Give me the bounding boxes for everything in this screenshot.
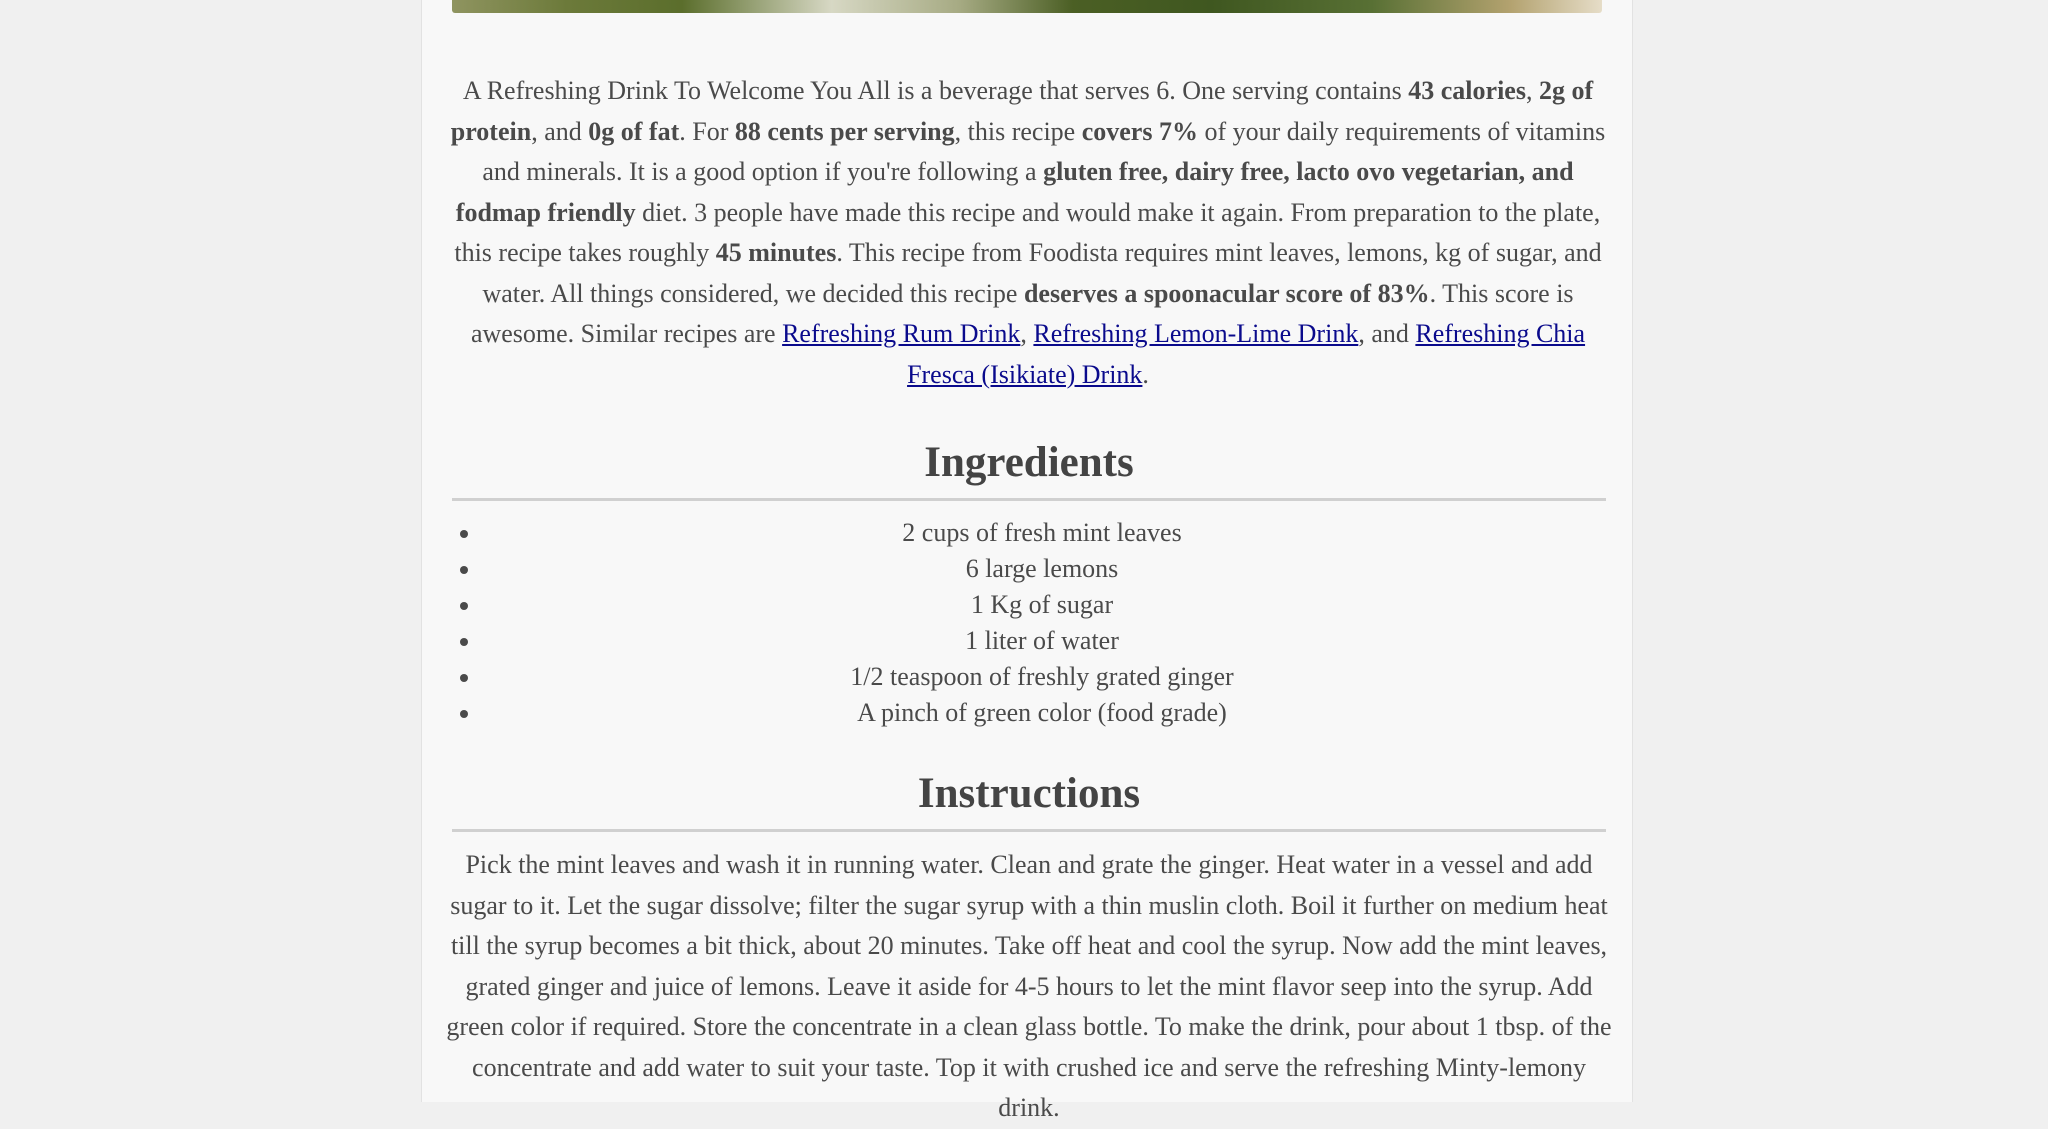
summary-time: 45 minutes [715, 238, 837, 267]
summary-text: , [1020, 319, 1034, 348]
summary-text: . For [679, 116, 735, 146]
similar-recipe-link-chia-fresca[interactable]: Refreshing Chia Fresca (Isikiate) Drink [907, 319, 1586, 389]
summary-cost: 88 cents per serving [734, 116, 955, 146]
ingredient-item: • 2 cups of fresh mint leaves [482, 515, 1602, 551]
ingredients-list [482, 515, 1602, 731]
summary-daily-coverage: covers 7% [1081, 116, 1198, 146]
similar-recipe-link-lemon-lime[interactable]: Refreshing Lemon-Lime Drink [1033, 319, 1359, 348]
summary-text: , this recipe [954, 116, 1082, 146]
summary-text: . [1142, 359, 1149, 389]
ingredient-item: • 1 liter of water [482, 623, 1602, 659]
summary-text: diet. 3 people have made this recipe and would make it again. From preparation to the plate, this recipe takes roughly [454, 197, 1601, 267]
ingredient-item: • A pinch of green color (food grade) [482, 695, 1602, 731]
summary-fat: 0g of fat [588, 116, 680, 146]
summary-protein: 2g of protein [450, 76, 1594, 146]
summary-text: . This recipe from Foodista requires mint leaves, lemons, kg of sugar, and water. All things considered, we decided this recipe [482, 238, 1602, 308]
summary-text: , [1525, 76, 1539, 105]
summary-diets: gluten free, dairy free, lacto ovo vegetarian, and fodmap friendly [455, 157, 1574, 227]
summary-calories: 43 calories [1408, 76, 1526, 105]
instructions-text: Pick the mint leaves and wash it in running water. Clean and grate the ginger. Heat water in a vessel and add sugar to it. Let the sugar dissolve; filter the sugar syrup with a thin muslin cloth. Boil it further on medium heat till the syrup becomes a bit thick, about 20 minutes. Take off heat and cool the syrup. Now add the mint leaves, grated ginger and juice of lemons. Leave it aside for 4-5 hours to let the mint flavor seep into the syrup. Add green color if required. Store the concentrate in a clean glass bottle. To make the drink, pour about 1 tbsp. of the concentrate and add water to suit your taste. Top it with crushed ice and serve the refreshing Minty-lemony drink. [446, 850, 1612, 1122]
summary-text: , and [531, 116, 589, 146]
similar-recipe-link-rum[interactable]: Refreshing Rum Drink [782, 319, 1021, 348]
ingredient-item: • 1 Kg of sugar [482, 587, 1602, 623]
summary-text: A Refreshing Drink To Welcome You All is a beverage that serves 6. One serving contains [462, 76, 1409, 105]
recipe-page [421, 0, 1633, 1122]
ingredients-heading: Ingredients [452, 438, 1606, 501]
ingredient-item: • 1/2 teaspoon of freshly grated ginger [482, 659, 1602, 695]
summary-text: . This score is awesome. Similar recipes are [470, 278, 1574, 348]
summary-text: of your daily requirements of vitamins and minerals. It is a good option if you're following a [482, 116, 1606, 186]
summary-score: deserves a spoonacular score of 83% [1023, 278, 1430, 308]
summary-text: , and [1358, 319, 1416, 348]
recipe-summary [448, 71, 1608, 395]
ingredient-item: • 6 large lemons [482, 551, 1602, 587]
instructions-heading: Instructions [452, 769, 1606, 832]
recipe-image [452, 0, 1602, 13]
